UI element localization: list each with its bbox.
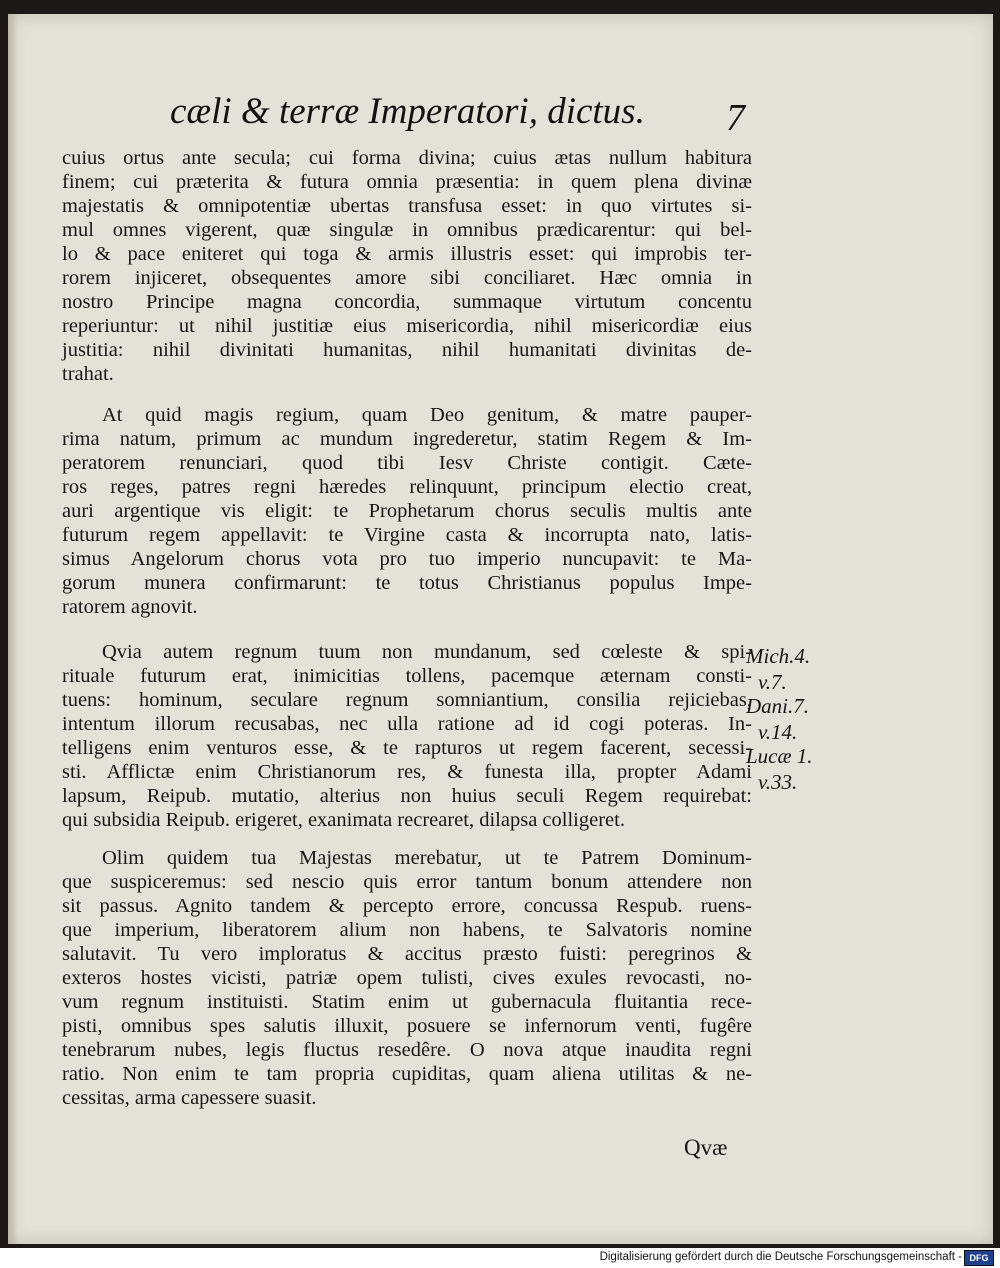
body-line: cuius ortus ante secula; cui forma divina; cuius ætas nullum habitura [62, 147, 752, 169]
body-line: trahat. [62, 363, 114, 385]
margin-note: v.33. [758, 770, 798, 794]
body-line: lapsum, Reipub. mutatio, alterius non huius seculi Regem requirebat: [62, 785, 752, 807]
body-line: justitia: nihil divinitati humanitas, nihil humanitati divinitas de- [62, 339, 752, 361]
body-line: telligens enim venturos esse, & te rapturos ut regem facerent, secessi- [62, 737, 752, 759]
margin-note: Dani.7. [746, 694, 809, 718]
body-line: vum regnum instituisti. Statim enim ut gubernacula fluitantia rece- [62, 991, 752, 1013]
page-number: 7 [726, 97, 745, 139]
body-line: Qvia autem regnum tuum non mundanum, sed cœleste & spi- [102, 641, 752, 663]
body-line: qui subsidia Reipub. erigeret, exanimata recrearet, dilapsa colligeret. [62, 809, 625, 831]
body-line: ratio. Non enim te tam propria cupiditas, quam aliena utilitas & ne- [62, 1063, 752, 1085]
body-line: gorum munera confirmarunt: te totus Christianus populus Impe- [62, 572, 752, 594]
body-line: lo & pace eniteret qui toga & armis illustris esset: qui improbis ter- [62, 243, 752, 265]
body-line: sti. Afflictæ enim Christianorum res, & funesta illa, propter Adami [62, 761, 752, 783]
body-line: peratorem renunciari, quod tibi Iesv Christe contigit. Cæte- [62, 452, 752, 474]
body-line: Olim quidem tua Majestas merebatur, ut te Patrem Dominum- [102, 847, 752, 869]
page-gutter-shadow [8, 14, 18, 1244]
body-line: exteros hostes vicisti, patriæ opem tulisti, cives exules revocasti, no- [62, 967, 752, 989]
body-line: futurum regem appellavit: te Virgine casta & incorrupta nato, latis- [62, 524, 752, 546]
body-line: ratorem agnovit. [62, 596, 198, 618]
body-line: tenebrarum nubes, legis fluctus resedêre. O nova atque inaudita regni [62, 1039, 752, 1061]
body-line: salutavit. Tu vero imploratus & accitus præsto fuisti: peregrinos & [62, 943, 752, 965]
body-line: rima natum, primum ac mundum ingrederetur, statim Regem & Im- [62, 428, 752, 450]
running-title: cæli & terræ Imperatori, dictus. [170, 91, 645, 132]
funding-credit: Digitalisierung gefördert durch die Deutsche Forschungsgemeinschaft - [599, 1251, 962, 1263]
catchword: Qvæ [684, 1135, 728, 1160]
body-line: nostro Principe magna concordia, summaque virtutum concentu [62, 291, 752, 313]
margin-note: Mich.4. [746, 644, 811, 668]
body-line: sit passus. Agnito tandem & percepto errore, concussa Respub. ruens- [62, 895, 752, 917]
margin-note: v.7. [758, 670, 787, 694]
body-line: majestatis & omnipotentiæ ubertas transfusa esset: in quo virtutes si- [62, 195, 752, 217]
body-line: rituale futurum erat, inimicitias tollens, pacemque æternam consti- [62, 665, 752, 687]
body-line: simus Angelorum chorus vota pro tuo imperio nuncupavit: te Ma- [62, 548, 752, 570]
body-line: reperiuntur: ut nihil justitiæ eius misericordia, nihil misericordiæ eius [62, 315, 752, 337]
margin-note: v.14. [758, 720, 798, 744]
body-line: cessitas, arma capessere suasit. [62, 1087, 317, 1109]
body-line: finem; cui præterita & futura omnia præsentia: in quem plena divinæ [62, 171, 752, 193]
body-line: auri argentique vis eligit: te Prophetarum chorus seculis multis ante [62, 500, 752, 522]
dfg-logo-icon: DFG [964, 1250, 994, 1266]
margin-note: Lucæ 1. [746, 744, 813, 768]
body-line: pisti, omnibus spes salutis illuxit, posuere se infernorum venti, fugêre [62, 1015, 752, 1037]
body-line: intentum illorum recusabas, nec ulla ratione ad id cogi poteras. In- [62, 713, 752, 735]
body-line: At quid magis regium, quam Deo genitum, & matre pauper- [102, 404, 752, 426]
body-line: que suspiceremus: sed nescio quis error tantum bonum attendere non [62, 871, 752, 893]
body-line: que imperium, liberatorem alium non habens, te Salvatoris nomine [62, 919, 752, 941]
body-line: ros reges, patres regni hæredes relinquunt, principum electio creat, [62, 476, 752, 498]
body-line: tuens: hominum, seculare regnum somniantium, consilia rejiciebas, [62, 689, 752, 711]
body-line: rorem injiceret, obsequentes amore sibi conciliaret. Hæc omnia in [62, 267, 752, 289]
body-line: mul omnes vigerent, quæ singulæ in omnibus prædicarentur: qui bel- [62, 219, 752, 241]
